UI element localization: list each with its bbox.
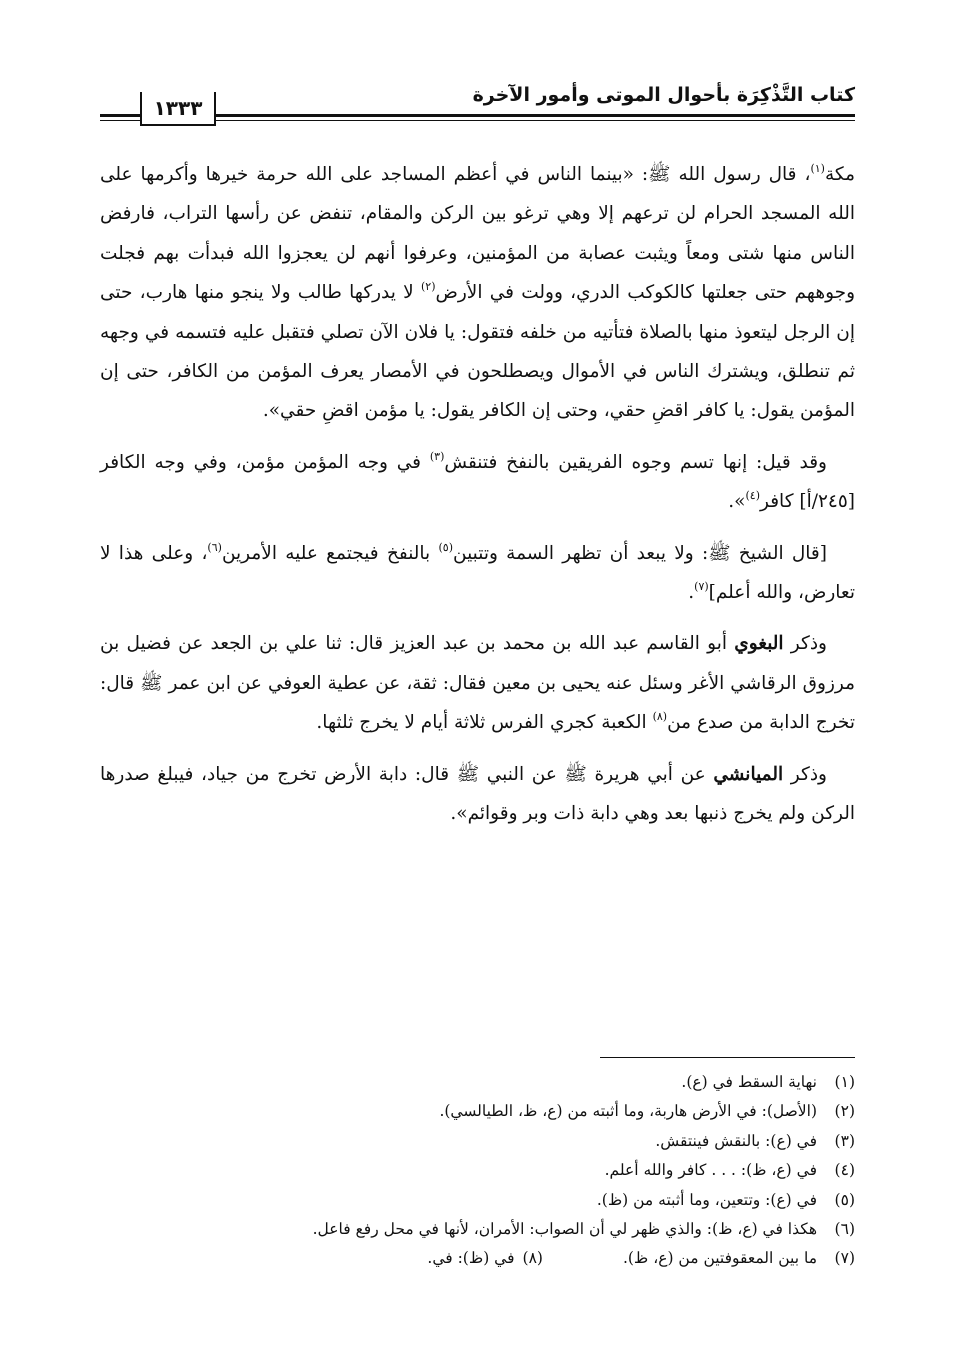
text-run: بالنفخ فيجتمع عليه الأمرين [221,542,439,564]
footnote-number: (٣) [834,1131,855,1150]
text-run: ». [728,491,746,513]
footnote-text: (الأصل): في الأرض هاربة، وما أثبته من (ع، ظ، الطيالسي). [439,1102,817,1121]
text-run: ، قال رسول الله ﷺ: «بينما الناس في أعظم المساجد على الله حرمة خيرها وأكرمها على الله المسجد الحرام لن ترعهم إلا وهي ترغو بين الركن والمقام، تنفض عن رأسها التراب، فارفض الناس منها شتى ومعاً ويثبت عصابة من المؤمنين، وعرفوا أنهم لن يعجزوا الله فبدأت بهم فجلت وجوههم حتى جعلتها كالكوكب الدري، وولت في الأرض [100,164,856,304]
text-run: ، وعلى هذا لا تعارض، والله أعلم] [100,542,855,604]
text-run: الكعبة كجري الفرس ثلاثة أيام لا يخرج ثلثها. [316,712,653,734]
text-run: وقد قيل: إنها تسم وجوه الفريقين بالنفخ فتنقش [444,451,827,473]
footnote-number: (٨) [522,1249,543,1268]
paragraph [100,443,855,522]
footnote [100,1068,855,1097]
footnote-text: في (ع): وتتعين، وما أثبته من (ظ). [596,1190,817,1209]
footnote-marker: (٦) [207,540,222,554]
bold-name: البغوي [734,633,784,655]
footnote [100,1156,855,1185]
footnote-text: هكذا في (ع، ظ): والذي ظهر لي أن الصواب: الأمران، لأنها في محل رفع فاعل. [312,1220,817,1239]
text-run: في وجه المؤمن مؤمن، وفي وجه الكافر [٢٤٥/أ] كافر [100,451,855,513]
paragraph [100,155,855,431]
footnotes [100,1068,855,1274]
footnote-marker: (٤) [745,489,760,503]
footnote-marker: (٧) [694,580,709,594]
text-run: لا يدركها طالب ولا ينجو منها هارب، حتى إن الرجل ليتعوذ منها بالصلاة فتأتيه من خلفه فتقول: يا فلان الآن تصلي فتقبل عليه فتسمه في وجهه ثم تنطلق، ويشترك الناس في الأموال ويصطلحون في الأمصار يعرف المؤمن من الكافر، حتى إن المؤمن يقول: يا كافر اقضِ حقي، وحتى إن الكافر يقول: يا مؤمن اقضِ حقي». [100,282,855,422]
running-title: كتاب التَّذْكِرَة بأحوال الموتى وأمور الآخرة [472,84,855,106]
footnote-number: (٤) [834,1161,855,1180]
footnote [100,1244,855,1273]
footnote-text: في (ع): بالنقش فينتقش. [655,1131,817,1150]
footnote-number: (٦) [834,1220,855,1239]
main-text [100,155,855,846]
footnote-number: (١) [834,1073,855,1091]
text-run: عن أبي هريرة ﷺ عن النبي ﷺ قال: دابة الأرض تخرج من جياد، فيبلغ صدرها الركن ولم يخرج ذنبها بعد وهي دابة ذات وبر وقوائم». [100,763,855,825]
text-run: [قال الشيخ ﷺ: ولا يبعد أن تظهر السمة وتتبين [452,542,827,564]
footnote-text: نهاية السقط في (ع). [681,1073,817,1091]
footnote-marker: (٥) [438,540,453,554]
footnote-marker: (٣) [429,449,445,463]
footnote [100,1127,855,1156]
text-run: وذكر [783,763,827,785]
footnote-text: ما بين المعقوفتين من (ع، ظ). [622,1249,817,1268]
footnote [100,1186,855,1215]
footnote-marker: (١) [810,162,825,175]
text-run: . [688,582,695,604]
footnote-text: في (ظ): في. [427,1249,515,1268]
footnote-number: (٥) [834,1190,855,1209]
footnote-separator [600,1057,855,1058]
footnote [100,1215,855,1244]
bold-name: الميانشي [713,763,784,785]
paragraph [100,624,855,742]
footnote [100,1097,855,1126]
footnote-marker: (٢) [420,280,436,294]
paragraph [100,534,855,613]
text-run: مكة [824,164,855,185]
page-number: ١٣٣٣ [140,92,216,126]
footnote-text: في (ع، ظ): . . . كافر والله أعلم. [604,1161,817,1180]
footnote-number: (٧) [834,1249,855,1268]
footnote-marker: (٨) [652,710,668,724]
footnote-number: (٢) [834,1102,855,1121]
page-header [100,84,855,124]
paragraph [100,755,855,834]
text-run: وذكر [783,633,827,655]
text-run: أبو القاسم عبد الله بن محمد بن عبد العزيز قال: ثنا علي بن الجعد عن فضيل بن مرزوق الرقاشي الأغر وسئل عنه يحيى بن معين فقال: ثقة، عن عطية العوفي عن ابن عمر ﷺ قال: تخرج الدابة من صدع من [100,633,855,734]
